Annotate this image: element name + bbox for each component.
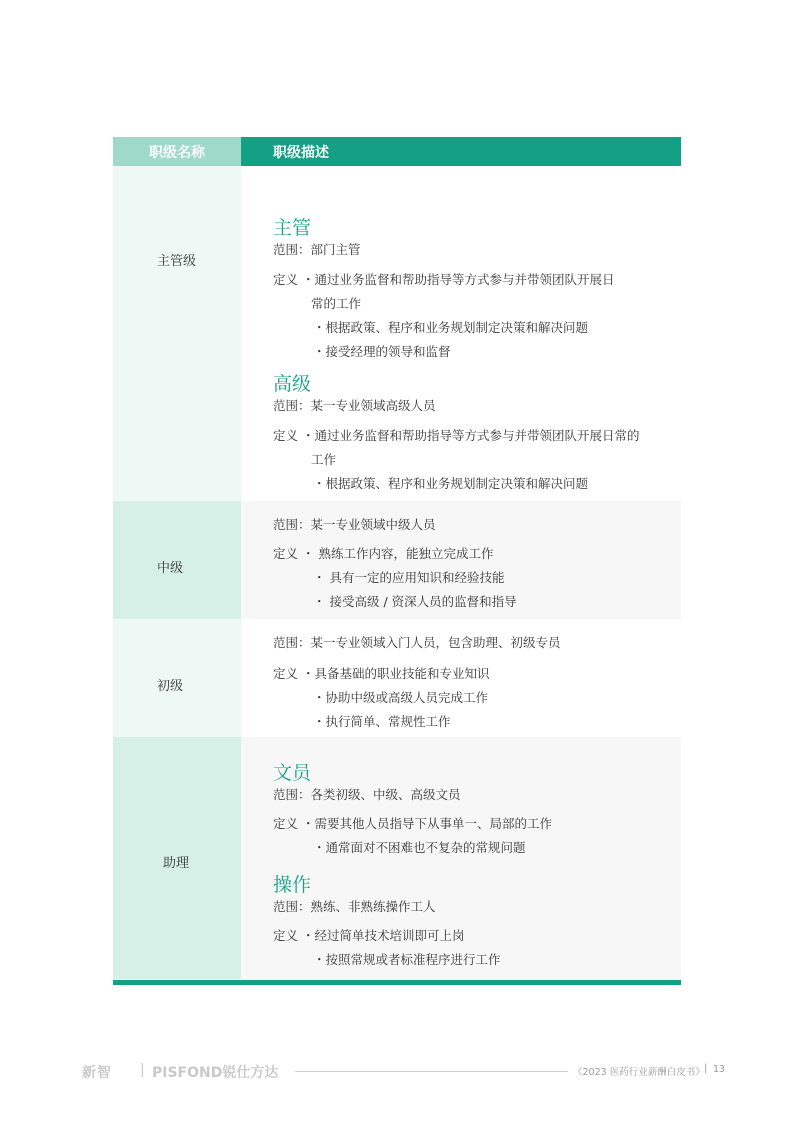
logo-separator: | (140, 1062, 145, 1078)
description-cell (241, 501, 681, 619)
definition-line: 定义 ・通过业务监督和帮助指导等方式参与并带领团队开展日常的 (273, 428, 640, 443)
xinzhi-logo: 新智 (82, 1065, 112, 1081)
section-title: 主管 (273, 217, 312, 239)
range-text: 范围：某一专业领域入门人员，包含助理、初级专员 (273, 635, 561, 650)
level-label: 助理 (163, 856, 190, 871)
definition-line: 定义 ・需要其他人员指导下从事单一、局部的工作 (273, 816, 552, 831)
pisfond-logo: PISFOND锐仕方达 (152, 1065, 279, 1081)
section-title: 操作 (273, 874, 312, 896)
description-cell (241, 166, 681, 501)
page-separator: | (704, 1063, 708, 1074)
level-label: 初级 (157, 679, 184, 694)
definition-line: 定义 ・ 熟练工作内容，能独立完成工作 (273, 546, 494, 561)
definition-line: ・协助中级或高级人员完成工作 (313, 690, 489, 705)
header-level-name: 职级名称 (113, 137, 241, 166)
level-cell (113, 501, 241, 619)
range-text: 范围：各类初级、中级、高级文员 (273, 787, 461, 802)
page-number: 13 (713, 1064, 726, 1075)
level-label: 主管级 (157, 254, 197, 269)
definition-line: 常的工作 (311, 296, 362, 311)
definition-line: 定义 ・具备基础的职业技能和专业知识 (273, 666, 490, 681)
range-text: 范围：某一专业领域高级人员 (273, 398, 436, 413)
definition-line: 工作 (311, 452, 337, 467)
definition-line: ・执行简单、常规性工作 (313, 714, 451, 729)
definition-line: ・按照常规或者标准程序进行工作 (313, 952, 501, 967)
definition-line: ・根据政策、程序和业务规划制定决策和解决问题 (313, 320, 589, 335)
description-cell (241, 619, 681, 737)
table-row-zhuli (113, 737, 681, 979)
table-header (113, 137, 681, 166)
definition-line: 定义 ・通过业务监督和帮助指导等方式参与并带领团队开展日 (273, 272, 615, 287)
range-text: 范围：部门主管 (273, 242, 361, 257)
definition-line: 定义 ・经过简单技术培训即可上岗 (273, 928, 465, 943)
definition-line: ・ 接受高级 / 资深人员的监督和指导 (313, 594, 517, 609)
definition-line: ・ 具有一定的应用知识和经验技能 (313, 570, 505, 585)
level-label: 中级 (157, 561, 184, 576)
table-row-chuji (113, 619, 681, 737)
range-text: 范围：某一专业领域中级人员 (273, 517, 436, 532)
description-cell (241, 737, 681, 979)
definition-line: ・接受经理的领导和监督 (313, 344, 451, 359)
definition-line: ・通常面对不困难也不复杂的常规问题 (313, 840, 526, 855)
level-cell (113, 166, 241, 501)
level-cell (113, 737, 241, 979)
page-footer (0, 1058, 794, 1086)
table-bottom-rule (113, 980, 681, 985)
range-text: 范围：熟练、非熟练操作工人 (273, 899, 436, 914)
header-level-description: 职级描述 (241, 137, 681, 166)
section-title: 高级 (273, 373, 312, 395)
table-row-zhuguan (113, 166, 681, 501)
section-title: 文员 (273, 762, 312, 784)
footer-rule (295, 1071, 568, 1072)
table-row-zhongji (113, 501, 681, 619)
job-level-table (113, 137, 681, 979)
document-title: 《2023 医药行业薪酬白皮书》 (573, 1067, 705, 1078)
definition-line: ・根据政策、程序和业务规划制定决策和解决问题 (313, 476, 589, 491)
level-cell (113, 619, 241, 737)
